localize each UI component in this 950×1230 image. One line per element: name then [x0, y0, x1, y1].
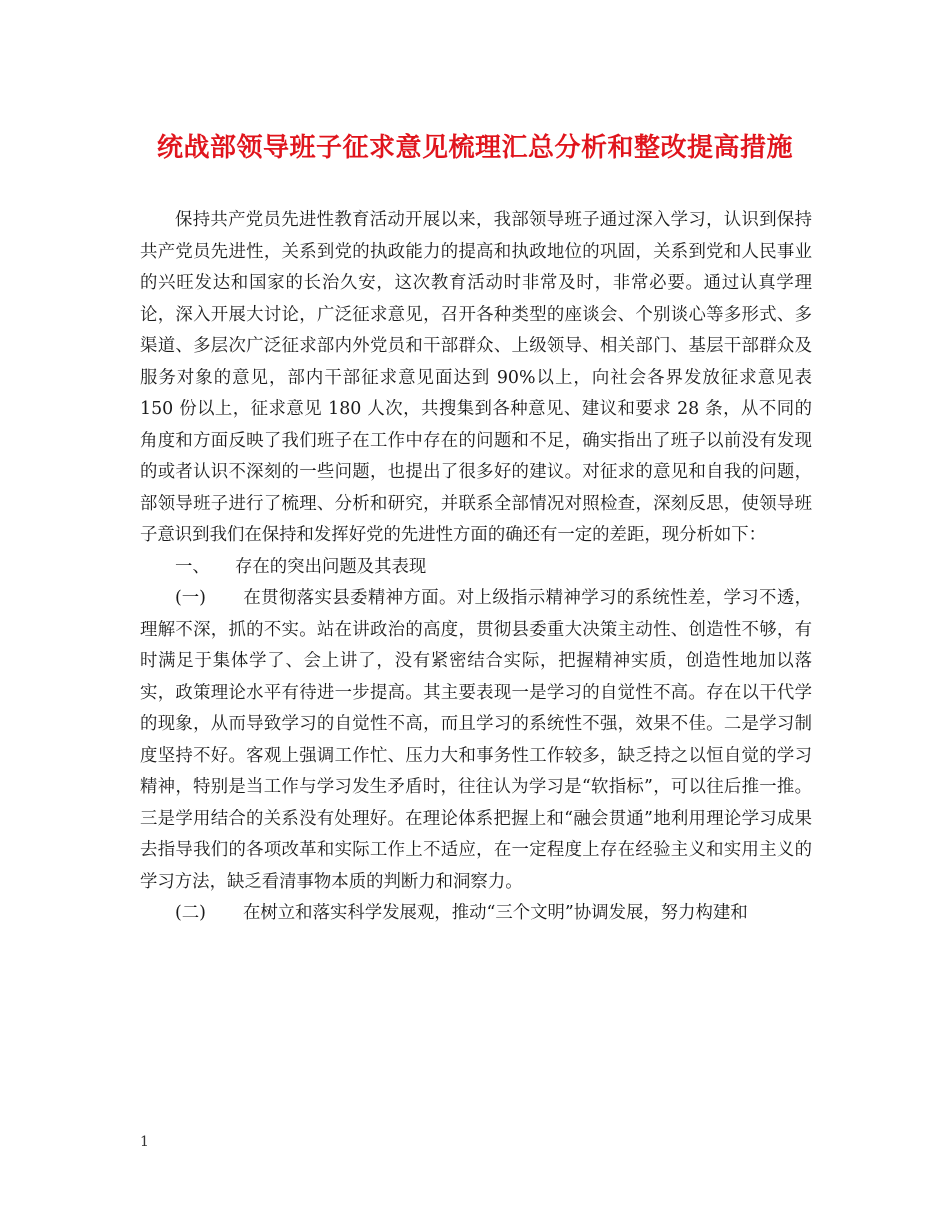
- intro-paragraph: 保持共产党员先进性教育活动开展以来，我部领导班子通过深入学习，认识到保持共产党员先进性，关系到党的执政能力的提高和执政地位的巩固，关系到党和人民事业的兴旺发达和国家的长治久安，这次教育活动时非常及时，非常必要。通过认真学理论，深入开展大讨论，广泛征求意见，召开各种类型的座谈会、个别谈心等多形式、多渠道、多层次广泛征求部内外党员和干部群众、上级领导、相关部门、基层干部群众及服务对象的意见，部内干部征求意见面达到 90%以上，向社会各界发放征求意见表 150 份以上，征求意见 180 人次，共搜集到各种意见、建议和要求 28 条，从不同的角度和方面反映了我们班子在工作中存在的问题和不足，确实指出了班子以前没有发现的或者认识不深刻的一些问题，也提出了很多好的建议。对征求的意见和自我的问题，部领导班子进行了梳理、分析和研究，并联系全部情况对照检查，深刻反思，使领导班子意识到我们在保持和发挥好党的先进性方面的确还有一定的差距，现分析如下：: [140, 210, 812, 545]
- section-title: 存在的突出问题及其表现: [235, 556, 427, 577]
- item-text: 在贯彻落实县委精神方面。对上级指示精神学习的系统性差，学习不透，理解不深，抓的不实。站在讲政治的高度，贯彻县委重大决策主动性、创造性不够，有时满足于集体学了、会上讲了，没有紧密结合实际，把握精神实质，创造性地加以落实，政策理论水平有待进一步提高。其主要表现一是学习的自觉性不高。存在以干代学的现象，从而导致学习的自觉性不高，而且学习的系统性不强，效果不佳。二是学习制度坚持不好。客观上强调工作忙、压力大和事务性工作较多，缺乏持之以恒自觉的学习精神，特别是当工作与学习发生矛盾时，往往认为学习是“软指标”，可以往后推一推。三是学用结合的关系没有处理好。在理论体系把握上和“融会贯通”地利用理论学习成果去指导我们的各项改革和实际工作上不适应，在一定程度上存在经验主义和实用主义的学习方法，缺乏看清事物本质的判断力和洞察力。: [140, 588, 812, 892]
- item-text: 在树立和落实科学发展观，推动“三个文明”协调发展，努力构建和: [243, 903, 748, 923]
- section-number: 一、: [175, 556, 210, 577]
- document-title: 统战部领导班子征求意见梳理汇总分析和整改提高措施: [156, 133, 793, 163]
- page-number: 1: [140, 1134, 149, 1150]
- item-number: (二): [175, 903, 206, 923]
- item-paragraph-1: [140, 583, 812, 898]
- section-heading: [140, 552, 812, 584]
- document-body: [140, 205, 812, 930]
- item-paragraph-2: [140, 898, 812, 930]
- item-number: (一): [175, 588, 206, 608]
